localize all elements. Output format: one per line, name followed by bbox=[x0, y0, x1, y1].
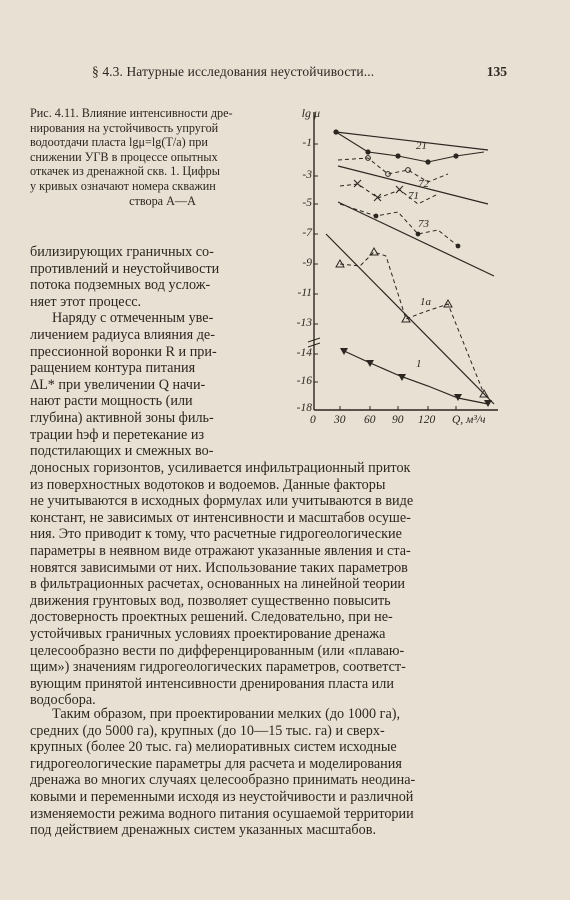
text-block-main bbox=[30, 460, 500, 709]
running-header bbox=[92, 64, 507, 84]
curve-label: 72 bbox=[418, 178, 429, 190]
text-line: из поверхностных водотоков и водоемов. Данные факторы bbox=[30, 476, 386, 493]
text-line: не учитываются в исходных формулах или учитываются в виде bbox=[30, 493, 414, 510]
text-line: ΔL* при увеличении Q начи- bbox=[30, 376, 206, 393]
text-line: гидрогеологические параметры для расчета и моделирования bbox=[30, 755, 402, 772]
text-line: параметры в неявном виде отражают указанные явления и ста- bbox=[30, 542, 411, 559]
curve-label: 1 bbox=[416, 358, 422, 370]
text-line: констант, не зависимых от интенсивности и масштабов осуше- bbox=[30, 509, 411, 526]
caption-line: откачек из дренажной скв. 1. Цифры bbox=[30, 164, 220, 179]
section-title: § 4.3. Натурные исследования неустойчивости... bbox=[92, 64, 375, 79]
x-tick: 120 bbox=[418, 414, 436, 426]
text-line: ращением контура питания bbox=[30, 360, 196, 377]
text-line: глубина) активной зоны филь- bbox=[30, 409, 214, 426]
text-block-conclusion bbox=[30, 706, 500, 839]
text-line: противлений и неустойчивости bbox=[30, 260, 220, 277]
y-tick: -11 bbox=[297, 287, 312, 299]
curve-1a bbox=[326, 234, 494, 404]
text-line: устойчивых граничных условиях проектирование дренажа bbox=[30, 625, 386, 642]
caption-line: у кривых означают номера скважин bbox=[30, 178, 216, 193]
y-tick: -18 bbox=[296, 402, 312, 414]
x-tick: 0 bbox=[310, 414, 316, 426]
text-line: Наряду с отмеченным уве- bbox=[52, 310, 214, 327]
text-line: целесообразно вести по дифференцированным (или «плаваю- bbox=[30, 642, 405, 659]
text-line: личением радиуса влияния де- bbox=[30, 326, 215, 343]
curve-label: 71 bbox=[408, 190, 419, 202]
caption-line: створа А—А bbox=[129, 193, 196, 208]
text-line: щим») значениям гидрогеологических параметров, соответст- bbox=[30, 659, 406, 676]
text-line: крупных (более 20 тыс. га) мелиоративных систем исходные bbox=[30, 739, 397, 756]
page-number: 135 bbox=[486, 64, 507, 79]
text-line: средних (до 5000 га), крупных (до 10—15 тыс. га) и сверх- bbox=[30, 722, 385, 739]
y-tick: -3 bbox=[302, 169, 312, 181]
text-line: билизирующих граничных со- bbox=[30, 244, 214, 260]
text-line: дренажа во многих случаях целесообразно принимать неодина- bbox=[30, 772, 416, 789]
y-tick: -9 bbox=[302, 257, 312, 269]
text-line: няет этот процесс. bbox=[30, 293, 142, 310]
x-tick: 60 bbox=[364, 414, 376, 426]
text-line: прессионной воронки R и при- bbox=[30, 343, 217, 360]
text-line: достоверность проектных решений. Следовательно, при не- bbox=[30, 609, 393, 626]
text-line: доносных горизонтов, усиливается инфильтрационный приток bbox=[30, 460, 411, 476]
curve-21 bbox=[333, 129, 488, 164]
x-tick: 30 bbox=[334, 414, 346, 426]
caption-line: снижении УГВ в процессе опытных bbox=[30, 149, 218, 164]
text-line: потока подземных вод услож- bbox=[30, 277, 211, 294]
text-line: трации hэф и перетекание из bbox=[30, 426, 205, 443]
x-tick: 90 bbox=[392, 414, 404, 426]
figure-chart bbox=[288, 104, 520, 444]
text-line: подстилающих и смежных во- bbox=[30, 443, 214, 460]
text-line: ния. Это приводит к тому, что расчетные гидрогеологические bbox=[30, 526, 402, 543]
caption-line: водоотдачи пласта lgμ=lg(T/a) при bbox=[30, 135, 208, 150]
text-column-narrow bbox=[30, 244, 268, 460]
figure-caption bbox=[30, 106, 295, 208]
y-tick: -5 bbox=[302, 197, 312, 209]
x-axis-label: Q, м³/ч bbox=[452, 414, 486, 426]
y-tick: -14 bbox=[296, 347, 312, 359]
curve-label: 21 bbox=[416, 140, 427, 152]
y-tick: -16 bbox=[296, 375, 312, 387]
y-axis-label: lg μ bbox=[301, 106, 320, 120]
curve-label: 73 bbox=[418, 218, 429, 230]
text-line: вующим принятой интенсивности дренирования пласта или bbox=[30, 675, 394, 692]
text-line: Таким образом, при проектировании мелких (до 1000 га), bbox=[52, 706, 401, 722]
text-line: водосбора. bbox=[30, 692, 96, 709]
curve-label: 1a bbox=[420, 296, 431, 308]
text-line: ковыми и переменными исходя из неустойчивости и различной bbox=[30, 788, 414, 805]
text-line: движения грунтовых вод, позволяет существенно повысить bbox=[30, 592, 391, 609]
chart-svg bbox=[288, 104, 520, 444]
text-line: новятся зависимыми от них. Использование таких параметров bbox=[30, 559, 408, 576]
text-line: изменяемости режима водного питания осушаемой территории bbox=[30, 805, 414, 822]
caption-line: нирования на устойчивость упругой bbox=[30, 120, 219, 135]
caption-line: Рис. 4.11. Влияние интенсивности дре- bbox=[30, 106, 233, 120]
y-tick: -13 bbox=[296, 317, 312, 329]
y-tick: -1 bbox=[302, 137, 312, 149]
text-line: нают расти мощность (или bbox=[30, 393, 193, 410]
text-line: в фильтрационных расчетах, основанных на линейной теории bbox=[30, 576, 406, 593]
text-line: под действием дренажных систем указанных масштабов. bbox=[30, 822, 376, 839]
y-tick: -7 bbox=[302, 227, 312, 239]
